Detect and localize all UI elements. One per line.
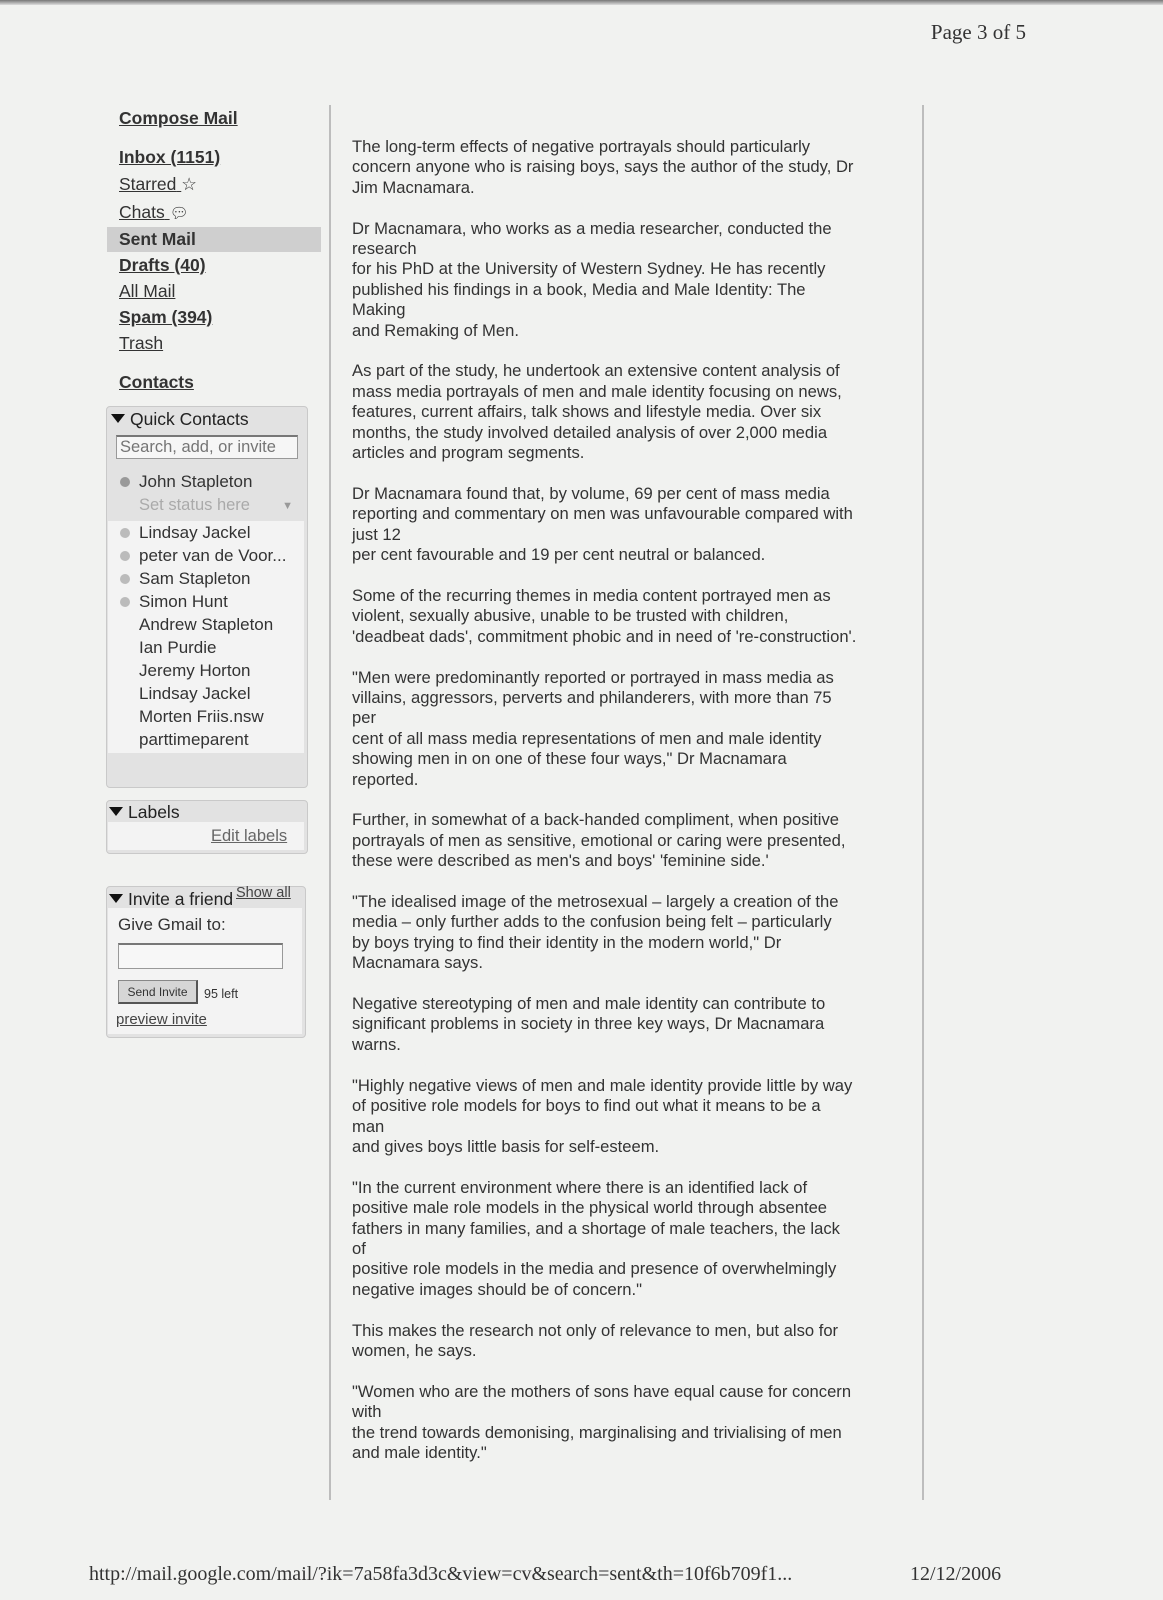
preview-invite-link[interactable]: preview invite (116, 1011, 207, 1028)
chevron-down-icon: ▼ (282, 500, 293, 512)
page-top-edge (0, 0, 1163, 5)
compose-mail-link[interactable]: Compose Mail (119, 108, 238, 128)
column-divider-left (329, 105, 331, 1500)
sidebar-item-all-mail[interactable]: All Mail (119, 281, 176, 301)
contact-search-input[interactable] (116, 435, 298, 459)
status-dot-icon (120, 574, 130, 584)
column-divider-right (922, 105, 924, 1500)
set-status-dropdown[interactable] (139, 496, 299, 515)
quick-contacts-header[interactable] (111, 409, 249, 430)
sidebar-item-chats[interactable] (119, 202, 189, 223)
sidebar-item-inbox[interactable]: Inbox (1151) (119, 147, 221, 167)
contact-item[interactable]: Andrew Stapleton (139, 615, 274, 634)
invite-title: Invite a friend (128, 889, 234, 909)
quick-contacts-title: Quick Contacts (130, 409, 249, 429)
page-number: Page 3 of 5 (930, 20, 1026, 44)
contact-item[interactable]: Morten Friis.nsw (139, 707, 264, 726)
send-invite-button[interactable]: Send Invite (118, 980, 198, 1004)
print-footer-date: 12/12/2006 (910, 1563, 1002, 1585)
chat-bubble-icon: 💬︎ (169, 205, 189, 222)
contact-name: peter van de Voor... (139, 546, 287, 565)
my-name: John Stapleton (139, 472, 253, 491)
sidebar-item-starred[interactable] (119, 174, 197, 195)
star-icon: ☆ (181, 174, 197, 194)
contact-name: Sam Stapleton (139, 569, 251, 588)
contact-item[interactable]: Lindsay Jackel (139, 684, 251, 703)
invite-header[interactable] (109, 889, 233, 910)
invite-email-input[interactable] (118, 943, 283, 969)
edit-labels-link[interactable]: Edit labels (211, 827, 288, 845)
contact-item[interactable] (139, 569, 251, 589)
contact-item[interactable]: Jeremy Horton (139, 661, 251, 680)
sidebar-item-trash[interactable]: Trash (119, 333, 164, 353)
sidebar-item-label: Starred (119, 174, 177, 194)
status-text: Set status here (139, 496, 250, 514)
sidebar-item-sent-mail[interactable]: Sent Mail (119, 229, 196, 249)
sidebar-item-label: Chats (119, 202, 165, 222)
contact-name: Simon Hunt (139, 592, 228, 611)
invites-left-count: 95 left (204, 987, 239, 1001)
contacts-link[interactable]: Contacts (119, 372, 194, 392)
sidebar-item-spam[interactable]: Spam (394) (119, 307, 213, 327)
print-footer-url: http://mail.google.com/mail/?ik=7a58fa3d3c&view=cv&search=sent&th=10f6b709f1... (89, 1563, 793, 1585)
labels-title: Labels (128, 802, 180, 822)
contact-item[interactable]: parttimeparent (139, 730, 249, 749)
give-gmail-label: Give Gmail to: (118, 915, 226, 934)
message-body: The long-term effects of negative portrayals should particularly concern anyone who is raising boys, says the author of the study, Dr Jim Macnamara. Dr Macnamara, who works as a media researcher, conducted the research for his PhD at the University of Western Sydney. He has recently published his findings in a book, Media and Male Identity: The Making and Remaking of Men. As part of the study, he undertook an extensive content analysis of mass media portrayals of men and male identity focusing on news, features, current affairs, talk shows and lifestyle media. Over six months, the study involved detailed analysis of over 2,000 media articles and program segments. Dr Macnamara found that, by volume, 69 per cent of mass media reporting and commentary on men was unfavourable compared with just 12 per cent favourable and 19 per cent neutral or balanced. Some of the recurring themes in media content portrayed men as violent, sexually abusive, unable to be trusted with children, 'deadbeat dads', commitment phobic and in need of 're-construction'. "Men were predominantly reported or portrayed in mass media as villains, aggressors, perverts and philanderers, with more than 75 per cent of all mass media representations of men and male identity showing men in on one of these four ways," Dr Macnamara reported. Further, in somewhat of a back-handed compliment, when positive portrayals of men as sensitive, emotional or caring were presented, these were described as men's and boys' 'feminine side.' "The idealised image of the metrosexual – largely a creation of the media – only further adds to the confusion being felt – particularly by boys trying to find their identity in the modern world," Dr Macnamara says. Negative stereotyping of men and male identity can contribute to significant problems in society in three key ways, Dr Macnamara warns. "Highly negative views of men and male identity provide little by way of positive role models for boys to find out what it means to be a man and gives boys little basis for self-esteem. "In the current environment where there is an identified lack of positive male role models in the physical world through absentee fathers in many families, and a shortage of male teachers, the lack of positive role models in the media and presence of overwhelmingly negative images should be of concern." This makes the research not only of relevance to men, but also for women, he says. "Women who are the mothers of sons have equal cause for concern with the trend towards demonising, marginalising and trivialising of men and male identity." (352, 137, 857, 1462)
contact-item[interactable] (139, 546, 286, 566)
contact-name: Lindsay Jackel (139, 523, 251, 542)
contact-item[interactable] (139, 592, 228, 612)
status-dot-icon (120, 597, 130, 607)
contact-item[interactable] (139, 523, 251, 543)
contact-item[interactable]: Ian Purdie (139, 638, 217, 657)
labels-header[interactable] (109, 802, 180, 823)
show-all-link[interactable]: Show all (236, 885, 291, 901)
collapse-triangle-icon (111, 414, 125, 423)
my-status-name (139, 472, 252, 492)
status-dot-icon (120, 551, 130, 561)
collapse-triangle-icon (109, 894, 123, 903)
status-dot-icon (120, 528, 130, 538)
status-dot-icon (120, 477, 130, 487)
collapse-triangle-icon (109, 807, 123, 816)
sidebar-item-drafts[interactable]: Drafts (40) (119, 255, 206, 275)
